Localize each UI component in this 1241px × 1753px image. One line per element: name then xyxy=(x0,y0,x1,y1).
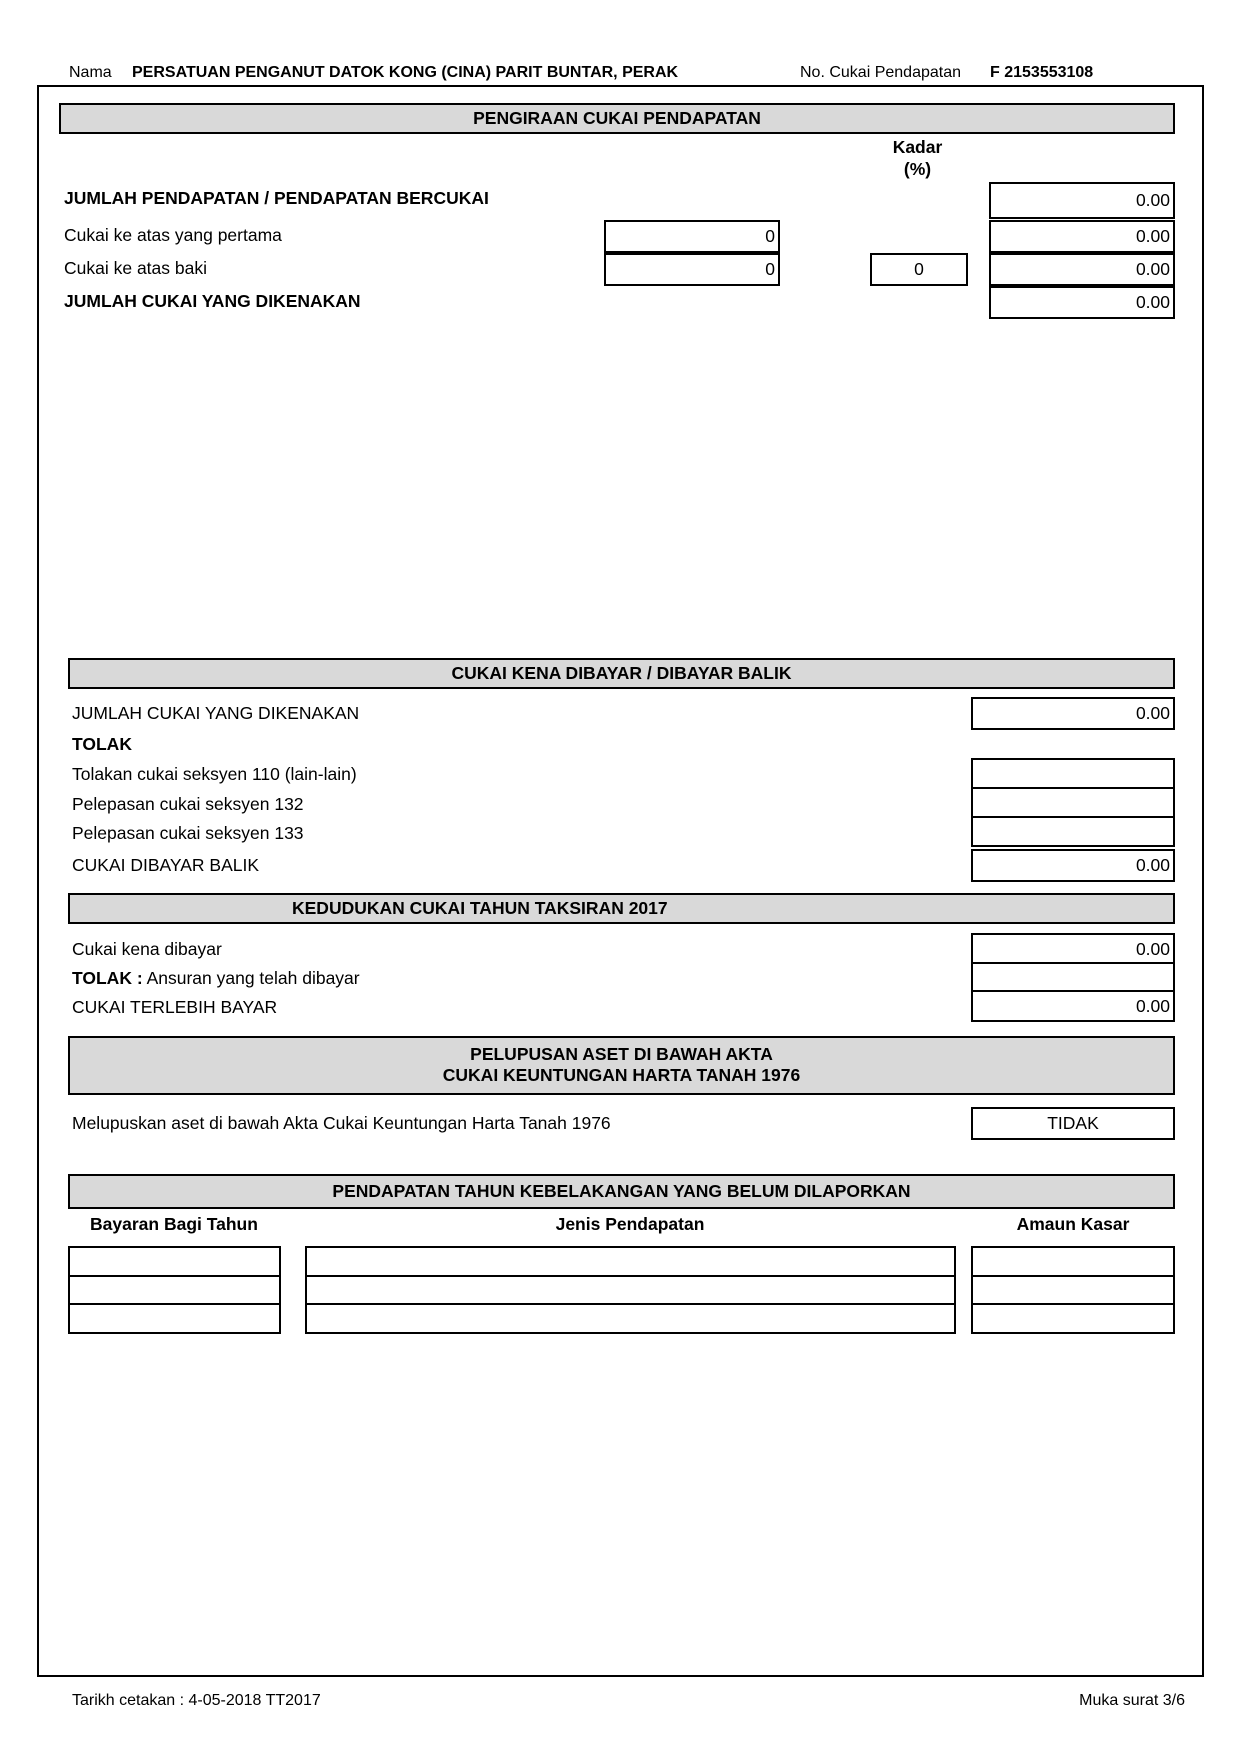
s110-label: Tolakan cukai seksyen 110 (lain-lain) xyxy=(72,764,357,784)
jumlah-cukai-label: JUMLAH CUKAI YANG DIKENAKAN xyxy=(64,291,361,311)
cukai-pertama-value-field[interactable]: 0.00 xyxy=(989,220,1175,253)
row2-jenis-field[interactable] xyxy=(305,1275,956,1305)
kedudukan-tolak-label: TOLAK : xyxy=(72,968,143,988)
kena-dibayar-label: Cukai kena dibayar xyxy=(72,939,222,959)
s132-field[interactable] xyxy=(971,787,1175,818)
pelupusan-question: Melupuskan aset di bawah Akta Cukai Keuntungan Harta Tanah 1976 xyxy=(72,1113,611,1133)
section-title-kebelakangan: PENDAPATAN TAHUN KEBELAKANGAN YANG BELUM DILAPORKAN xyxy=(68,1174,1175,1209)
cukai-baki-rate-field[interactable]: 0 xyxy=(870,253,968,286)
section-title-pengiraan: PENGIRAAN CUKAI PENDAPATAN xyxy=(59,103,1175,134)
jumlah-pendapatan-label: JUMLAH PENDAPATAN / PENDAPATAN BERCUKAI xyxy=(64,188,489,208)
kadar-unit-label: (%) xyxy=(903,159,932,179)
footer-print-date: Tarikh cetakan : 4-05-2018 TT2017 xyxy=(72,1692,321,1709)
s133-label: Pelepasan cukai seksyen 133 xyxy=(72,823,304,843)
col-header-amaun: Amaun Kasar xyxy=(1016,1214,1130,1234)
cukai-baki-amount-field[interactable]: 0 xyxy=(604,253,780,286)
tolak-label: TOLAK xyxy=(72,734,132,754)
s133-field[interactable] xyxy=(971,816,1175,847)
cukai-baki-label: Cukai ke atas baki xyxy=(64,258,207,278)
row3-amaun-field[interactable] xyxy=(971,1303,1175,1334)
col-header-jenis: Jenis Pendapatan xyxy=(555,1214,705,1234)
dibayar-balik-label: CUKAI DIBAYAR BALIK xyxy=(72,855,260,875)
kadar-label: Kadar xyxy=(892,137,943,157)
row2-amaun-field[interactable] xyxy=(971,1275,1175,1305)
row3-tahun-field[interactable] xyxy=(68,1303,281,1334)
col-header-tahun: Bayaran Bagi Tahun xyxy=(90,1214,258,1234)
nama-value: PERSATUAN PENGANUT DATOK KONG (CINA) PARIT BUNTAR, PERAK xyxy=(132,64,679,81)
row3-jenis-field[interactable] xyxy=(305,1303,956,1334)
cukai-kena-jumlah-label: JUMLAH CUKAI YANG DIKENAKAN xyxy=(72,703,360,723)
ansuran-label: Ansuran yang telah dibayar xyxy=(146,968,360,988)
cukai-kena-jumlah-field[interactable]: 0.00 xyxy=(971,697,1175,730)
terlebih-bayar-label: CUKAI TERLEBIH BAYAR xyxy=(72,997,278,1017)
section-title-cukai-kena: CUKAI KENA DIBAYAR / DIBAYAR BALIK xyxy=(68,658,1175,689)
ansuran-row-label xyxy=(72,968,360,988)
s132-label: Pelepasan cukai seksyen 132 xyxy=(72,794,304,814)
cukai-baki-value-field[interactable]: 0.00 xyxy=(989,253,1175,286)
row1-amaun-field[interactable] xyxy=(971,1246,1175,1277)
pelupusan-title-line1: PELUPUSAN ASET DI BAWAH AKTA xyxy=(470,1044,773,1064)
jumlah-cukai-field[interactable]: 0.00 xyxy=(989,286,1175,319)
row1-tahun-field[interactable] xyxy=(68,1246,281,1277)
nama-label: Nama xyxy=(69,64,112,81)
s110-field[interactable] xyxy=(971,758,1175,789)
row1-jenis-field[interactable] xyxy=(305,1246,956,1277)
cukai-pertama-amount-field[interactable]: 0 xyxy=(604,220,780,253)
pelupusan-answer-field[interactable]: TIDAK xyxy=(971,1107,1175,1140)
row2-tahun-field[interactable] xyxy=(68,1275,281,1305)
section-title-pelupusan xyxy=(68,1036,1175,1095)
jumlah-pendapatan-field[interactable]: 0.00 xyxy=(989,182,1175,219)
ansuran-field[interactable] xyxy=(971,962,1175,992)
tax-no-label: No. Cukai Pendapatan xyxy=(800,64,961,81)
kena-dibayar-field[interactable]: 0.00 xyxy=(971,933,1175,964)
pelupusan-title-line2: CUKAI KEUNTUNGAN HARTA TANAH 1976 xyxy=(442,1065,801,1085)
tax-no-value: F 2153553108 xyxy=(990,64,1094,81)
cukai-pertama-label: Cukai ke atas yang pertama xyxy=(64,225,282,245)
footer-page-number: Muka surat 3/6 xyxy=(1079,1692,1185,1709)
terlebih-bayar-field[interactable]: 0.00 xyxy=(971,990,1175,1022)
dibayar-balik-field[interactable]: 0.00 xyxy=(971,849,1175,882)
section-title-kedudukan: KEDUDUKAN CUKAI TAHUN TAKSIRAN 2017 xyxy=(68,893,1175,924)
